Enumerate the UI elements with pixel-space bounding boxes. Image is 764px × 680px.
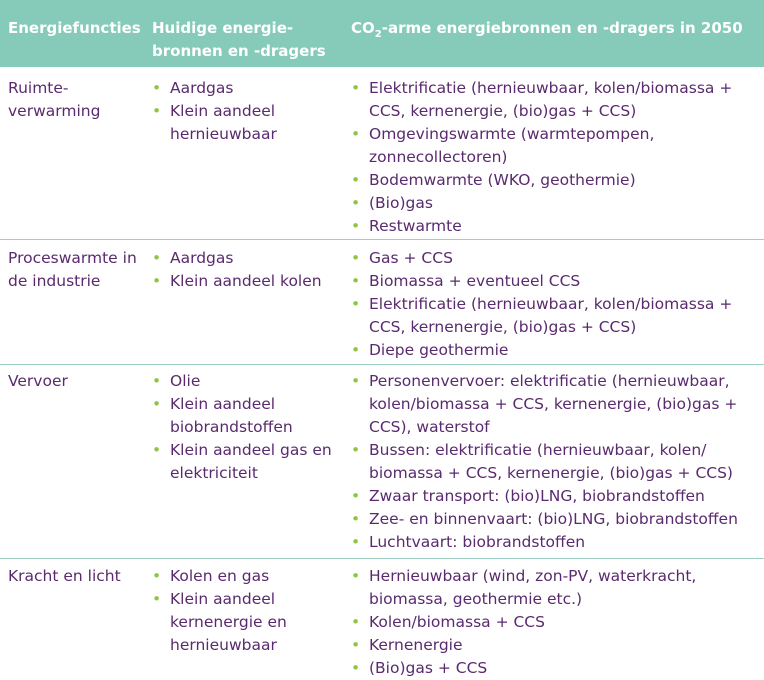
list-item	[351, 657, 761, 680]
function-label: Vervoer	[8, 372, 68, 390]
list-item-text: Elektrificatie (hernieuwbaar, kolen/biomassa + CCS, kernenergie, (bio)gas + CCS)	[369, 79, 733, 120]
table-header	[0, 0, 764, 67]
list-item-text: Kernenergie	[369, 636, 463, 654]
future-sources-list	[351, 565, 761, 680]
list-item-text: Personenvervoer: elektrificatie (hernieuwbaar, kolen/biomassa + CCS, kernenergie, (bio)gas + CCS), waterstof	[369, 372, 738, 436]
list-item	[351, 123, 761, 169]
list-item	[152, 439, 344, 485]
bullet-icon: •	[351, 636, 361, 654]
list-item	[351, 293, 761, 339]
bullet-icon: •	[351, 487, 361, 505]
list-item-text: Zee- en binnenvaart: (bio)LNG, biobrandstoffen	[369, 510, 738, 528]
function-label: Ruimte-verwarming	[8, 79, 101, 120]
list-item	[351, 565, 761, 611]
header-current-sources: Huidige energie-bronnen en -dragers	[152, 19, 326, 60]
list-item-text: Klein aandeel biobrandstoffen	[170, 395, 293, 436]
bullet-icon: •	[152, 372, 162, 390]
bullet-icon: •	[152, 590, 162, 608]
bullet-icon: •	[351, 249, 361, 267]
row-divider	[0, 558, 764, 559]
bullet-icon: •	[351, 510, 361, 528]
list-item-text: Klein aandeel hernieuwbaar	[170, 102, 277, 143]
bullet-icon: •	[351, 125, 361, 143]
bullet-icon: •	[152, 79, 162, 97]
list-item-text: Gas + CCS	[369, 249, 453, 267]
list-item-text: Olie	[170, 372, 201, 390]
list-item-text: Bussen: elektrificatie (hernieuwbaar, kolen/ biomassa + CCS, kernenergie, (bio)gas + CCS)	[369, 441, 733, 482]
bullet-icon: •	[351, 567, 361, 585]
list-item	[351, 77, 761, 123]
list-item-text: (Bio)gas + CCS	[369, 659, 488, 677]
list-item	[351, 339, 761, 362]
list-item	[152, 370, 344, 393]
bullet-icon: •	[351, 194, 361, 212]
list-item	[152, 393, 344, 439]
list-item	[152, 565, 344, 588]
list-item-text: Klein aandeel kolen	[170, 272, 322, 290]
list-item-text: Zwaar transport: (bio)LNG, biobrandstoffen	[369, 487, 705, 505]
bullet-icon: •	[351, 79, 361, 97]
list-item-text: Diepe geothermie	[369, 341, 509, 359]
bullet-icon: •	[351, 372, 361, 390]
list-item-text: Aardgas	[170, 249, 234, 267]
list-item	[351, 192, 761, 215]
list-item-text: Kolen en gas	[170, 567, 270, 585]
current-sources-list	[152, 247, 344, 293]
list-item	[351, 270, 761, 293]
list-item	[351, 247, 761, 270]
list-item-text: Klein aandeel gas en elektriciteit	[170, 441, 332, 482]
current-sources-list	[152, 370, 344, 485]
list-item	[152, 588, 344, 657]
bullet-icon: •	[152, 567, 162, 585]
header-future-suffix: -arme energiebronnen en -dragers in 2050	[381, 19, 743, 37]
list-item	[351, 169, 761, 192]
bullet-icon: •	[351, 533, 361, 551]
row-divider	[0, 239, 764, 240]
list-item	[351, 508, 761, 531]
function-label: Proceswarmte in de industrie	[8, 249, 137, 290]
list-item-text: Klein aandeel kernenergie en hernieuwbaar	[170, 590, 287, 654]
list-item	[351, 634, 761, 657]
list-item-text: Hernieuwbaar (wind, zon-PV, waterkracht, biomassa, geothermie etc.)	[369, 567, 697, 608]
header-functions: Energiefuncties	[8, 19, 141, 37]
bullet-icon: •	[152, 102, 162, 120]
list-item	[351, 215, 761, 238]
future-sources-list	[351, 247, 761, 362]
bullet-icon: •	[351, 295, 361, 313]
header-future-sources	[351, 17, 761, 46]
bullet-icon: •	[152, 395, 162, 413]
list-item	[152, 270, 344, 293]
list-item	[351, 485, 761, 508]
row-divider	[0, 364, 764, 365]
future-sources-list	[351, 77, 761, 238]
list-item	[152, 77, 344, 100]
list-item-text: Elektrificatie (hernieuwbaar, kolen/biomassa + CCS, kernenergie, (bio)gas + CCS)	[369, 295, 733, 336]
bullet-icon: •	[152, 441, 162, 459]
list-item	[152, 100, 344, 146]
bullet-icon: •	[351, 272, 361, 290]
list-item	[152, 247, 344, 270]
current-sources-list	[152, 77, 344, 146]
bullet-icon: •	[351, 341, 361, 359]
bullet-icon: •	[351, 171, 361, 189]
list-item	[351, 370, 761, 439]
list-item-text: (Bio)gas	[369, 194, 433, 212]
list-item-text: Kolen/biomassa + CCS	[369, 613, 545, 631]
bullet-icon: •	[351, 613, 361, 631]
list-item-text: Bodemwarmte (WKO, geothermie)	[369, 171, 636, 189]
list-item	[351, 611, 761, 634]
list-item-text: Aardgas	[170, 79, 234, 97]
bullet-icon: •	[152, 249, 162, 267]
bullet-icon: •	[351, 441, 361, 459]
list-item	[351, 439, 761, 485]
list-item	[351, 531, 761, 554]
future-sources-list	[351, 370, 761, 554]
current-sources-list	[152, 565, 344, 657]
bullet-icon: •	[351, 217, 361, 235]
list-item-text: Biomassa + eventueel CCS	[369, 272, 581, 290]
list-item-text: Omgevingswarmte (warmtepompen, zonnecollectoren)	[369, 125, 655, 166]
bullet-icon: •	[351, 659, 361, 677]
list-item-text: Restwarmte	[369, 217, 462, 235]
function-label: Kracht en licht	[8, 567, 121, 585]
list-item-text: Luchtvaart: biobrandstoffen	[369, 533, 586, 551]
header-co-text: CO	[351, 19, 375, 37]
bullet-icon: •	[152, 272, 162, 290]
header-subscript-2: 2	[374, 29, 382, 40]
